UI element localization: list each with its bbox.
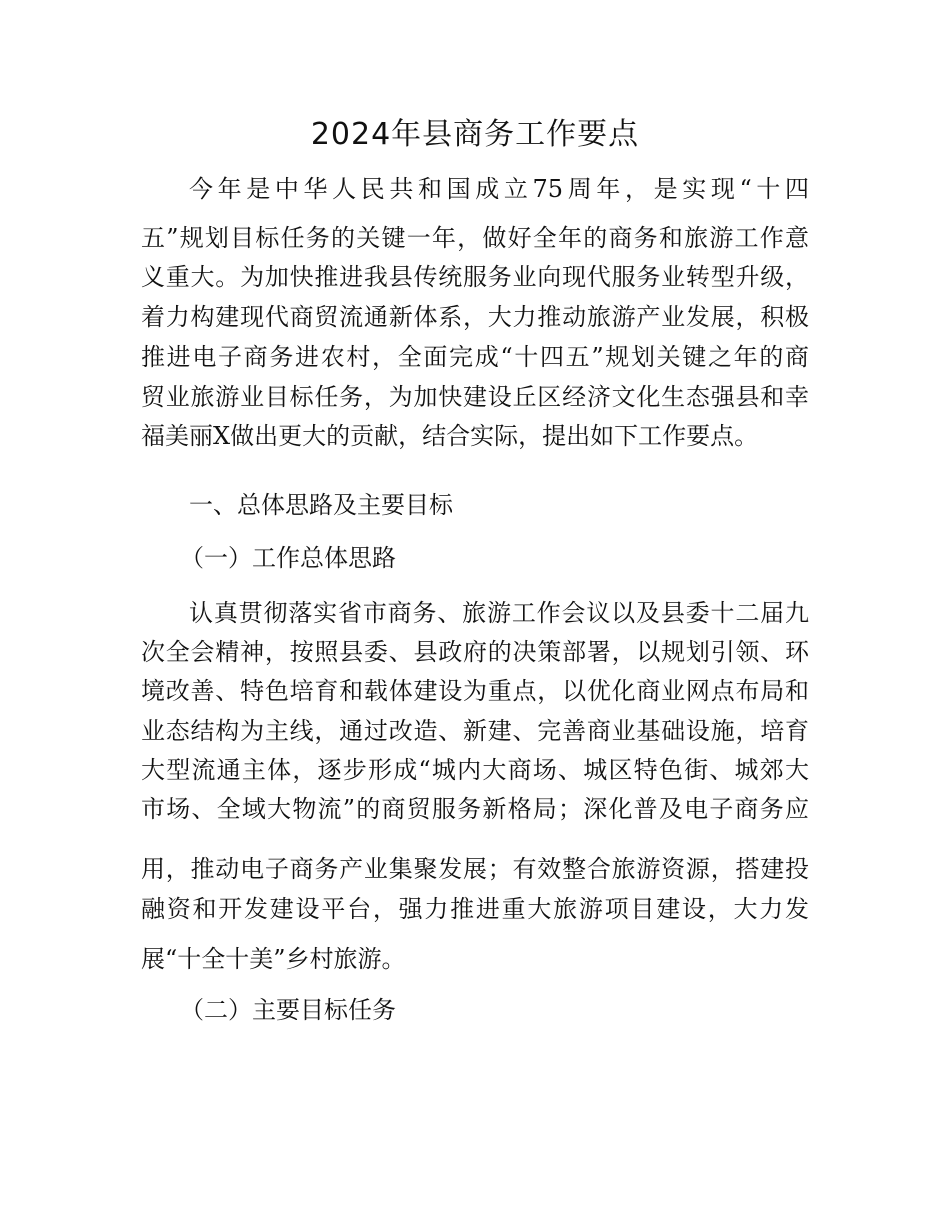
body-line: 融资和开发建设平台，强力推进重大旅游项目建设，大力发 [141, 895, 809, 923]
intro-line: 着力构建现代商贸流通新体系，大力推动旅游产业发展，积极 [141, 303, 809, 331]
body-line: 市场、全域大物流”的商贸服务新格局；深化普及电子商务应 [141, 795, 809, 823]
intro-line: 贸业旅游业目标任务，为加快建设丘区经济文化生态强县和幸 [141, 383, 809, 411]
subsection-heading: （二）主要目标任务 [180, 996, 396, 1024]
intro-line: 推进电子商务进农村，全面完成“十四五”规划关键之年的商 [141, 343, 809, 371]
body-line: 大型流通主体，逐步形成“城内大商场、城区特色街、城郊大 [141, 756, 809, 784]
intro-line: 今年是中华人民共和国成立75周年，是实现“十四 [189, 175, 809, 203]
intro-line: 福美丽X做出更大的贡献，结合实际，提出如下工作要点。 [141, 422, 759, 450]
body-line: 业态结构为主线，通过改造、新建、完善商业基础设施，培育 [141, 717, 809, 745]
intro-line: 义重大。为加快推进我县传统服务业向现代服务业转型升级， [141, 263, 809, 291]
body-line: 认真贯彻落实省市商务、旅游工作会议以及县委十二届九 [189, 599, 809, 627]
body-line: 用，推动电子商务产业集聚发展；有效整合旅游资源，搭建投 [141, 855, 809, 883]
intro-line: 五”规划目标任务的关键一年，做好全年的商务和旅游工作意 [141, 224, 809, 252]
document-title: 2024年县商务工作要点 [310, 117, 640, 152]
subsection-heading: （一）工作总体思路 [180, 544, 396, 572]
body-line: 展“十全十美”乡村旅游。 [141, 945, 406, 973]
section-heading: 一、总体思路及主要目标 [189, 491, 453, 519]
body-line: 境改善、特色培育和载体建设为重点，以优化商业网点布局和 [141, 677, 809, 705]
body-line: 次全会精神，按照县委、县政府的决策部署，以规划引领、环 [141, 638, 809, 666]
